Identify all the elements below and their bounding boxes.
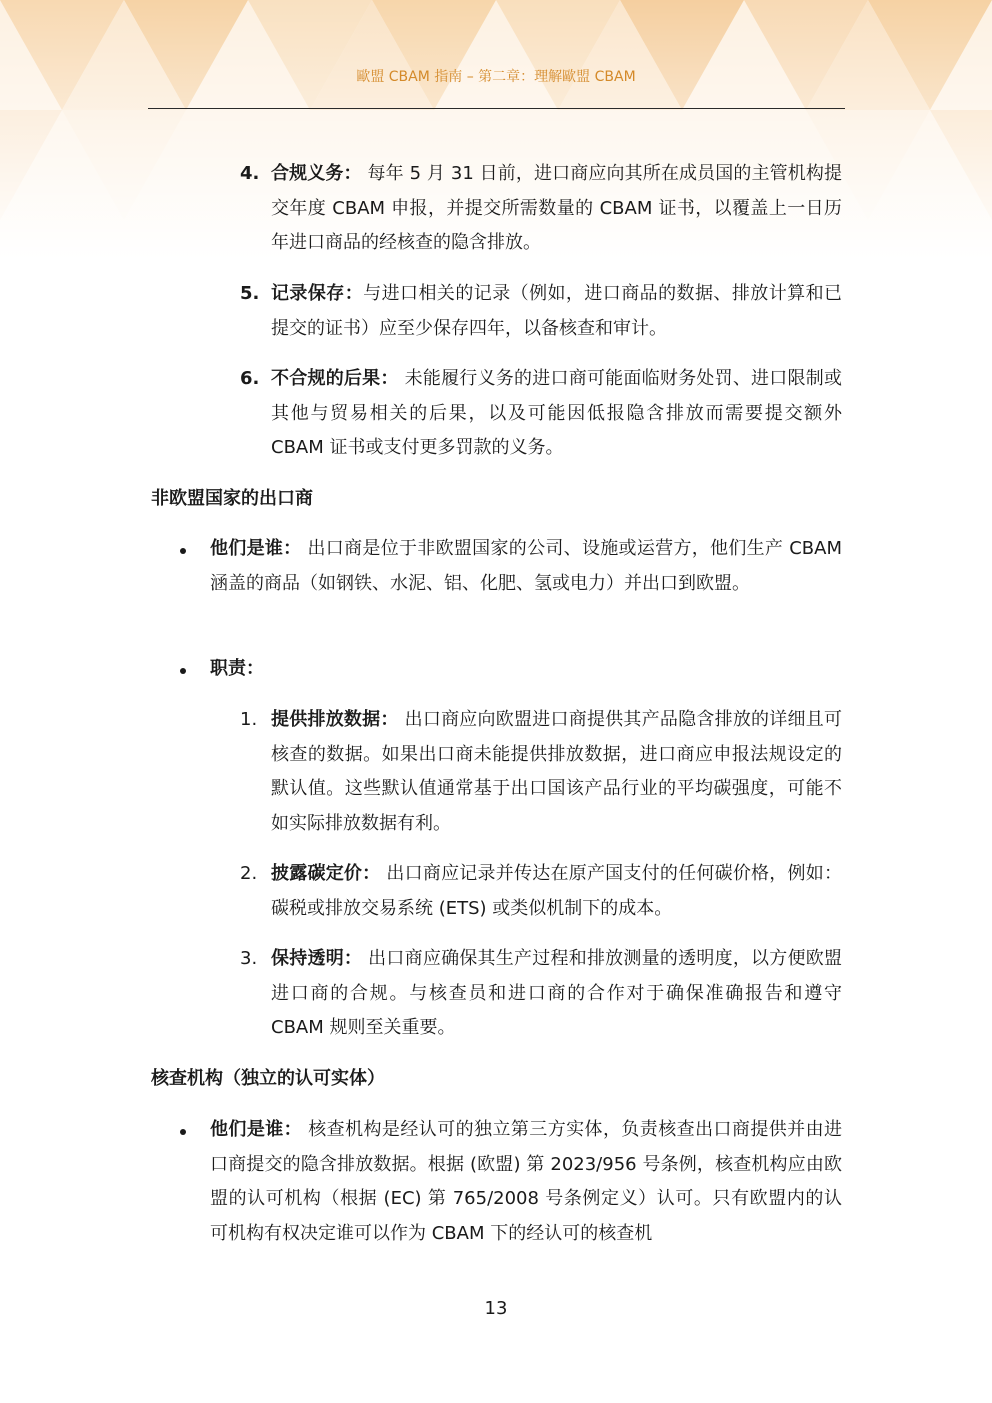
item-text: 出口商应向欧盟进口商提供其产品隐含排放的详细且可核查的数据。如果出口商未能提供排放数据，进口商应申报法规设定的默认值。这些默认值通常基于出口国该产品行业的平均碳强度，可能不如实际排放数据有利。 xyxy=(271,709,842,834)
item-number: 4. xyxy=(240,163,260,184)
item-label: 披露碳定价： xyxy=(271,863,381,884)
list-item xyxy=(271,942,842,1046)
item-label: 提供排放数据： xyxy=(271,709,399,730)
item-number: 1. xyxy=(240,709,258,730)
item-label: 他们是谁： xyxy=(210,1119,303,1140)
item-label: 记录保存： xyxy=(271,283,364,304)
item-text: 核查机构是经认可的独立第三方实体，负责核查出口商提供并由进口商提交的隐含排放数据。根据 (欧盟) 第 2023/956 号条例，核查机构应由欧盟的认可机构（根据 (EC) 第 765/2008 号条例定义）认可。只有欧盟内的认可机构有权决定谁可以作为 CBAM 下的经认可的核查机 xyxy=(210,1119,843,1244)
list-item xyxy=(210,1113,842,1251)
item-text: 出口商应记录并传达在原产国支付的任何碳价格，例如：碳税或排放交易系统 (ETS) 或类似机制下的成本。 xyxy=(271,863,842,919)
item-label: 合规义务： xyxy=(271,163,362,184)
item-label: 保持透明： xyxy=(271,948,363,969)
item-number: 6. xyxy=(240,368,260,389)
list-item xyxy=(210,652,842,687)
list-item xyxy=(210,532,842,601)
item-label: 他们是谁： xyxy=(210,538,302,559)
list-item xyxy=(271,277,842,346)
item-label: 不合规的后果： xyxy=(271,368,399,389)
item-number: 3. xyxy=(240,948,258,969)
section-heading-exporters: 非欧盟国家的出口商 xyxy=(151,488,313,509)
item-text: 每年 5 月 31 日前，进口商应向其所在成员国的主管机构提交年度 CBAM 申报，并提交所需数量的 CBAM 证书，以覆盖上一日历年进口商品的经核查的隐含排放。 xyxy=(271,163,843,253)
list-item xyxy=(271,157,842,261)
item-text: 未能履行义务的进口商可能面临财务处罚、进口限制或其他与贸易相关的后果，以及可能因低报隐含排放而需要提交额外 CBAM 证书或支付更多罚款的义务。 xyxy=(271,368,842,458)
page-number: 13 xyxy=(484,1298,508,1319)
item-text: 与进口相关的记录（例如，进口商品的数据、排放计算和已提交的证书）应至少保存四年，以备核查和审计。 xyxy=(271,283,843,339)
bullet-icon xyxy=(180,548,186,554)
list-item xyxy=(271,703,842,841)
running-header: 歐盟 CBAM 指南 – 第二章：理解歐盟 CBAM xyxy=(356,69,636,85)
bullet-icon xyxy=(180,1129,186,1135)
item-label: 职责： xyxy=(210,658,264,679)
item-number: 5. xyxy=(240,283,260,304)
item-text: 出口商是位于非欧盟国家的公司、设施或运营方，他们生产 CBAM 涵盖的商品（如钢铁、水泥、铝、化肥、氢或电力）并出口到欧盟。 xyxy=(210,538,842,594)
section-heading-verifiers: 核查机构（独立的认可实体） xyxy=(151,1068,385,1089)
item-number: 2. xyxy=(240,863,258,884)
list-item xyxy=(271,362,842,466)
header-divider xyxy=(148,108,845,109)
bullet-icon xyxy=(180,668,186,674)
list-item xyxy=(271,857,842,926)
item-text: 出口商应确保其生产过程和排放测量的透明度，以方便欧盟进口商的合规。与核查员和进口商的合作对于确保准确报告和遵守 CBAM 规则至关重要。 xyxy=(271,948,842,1038)
